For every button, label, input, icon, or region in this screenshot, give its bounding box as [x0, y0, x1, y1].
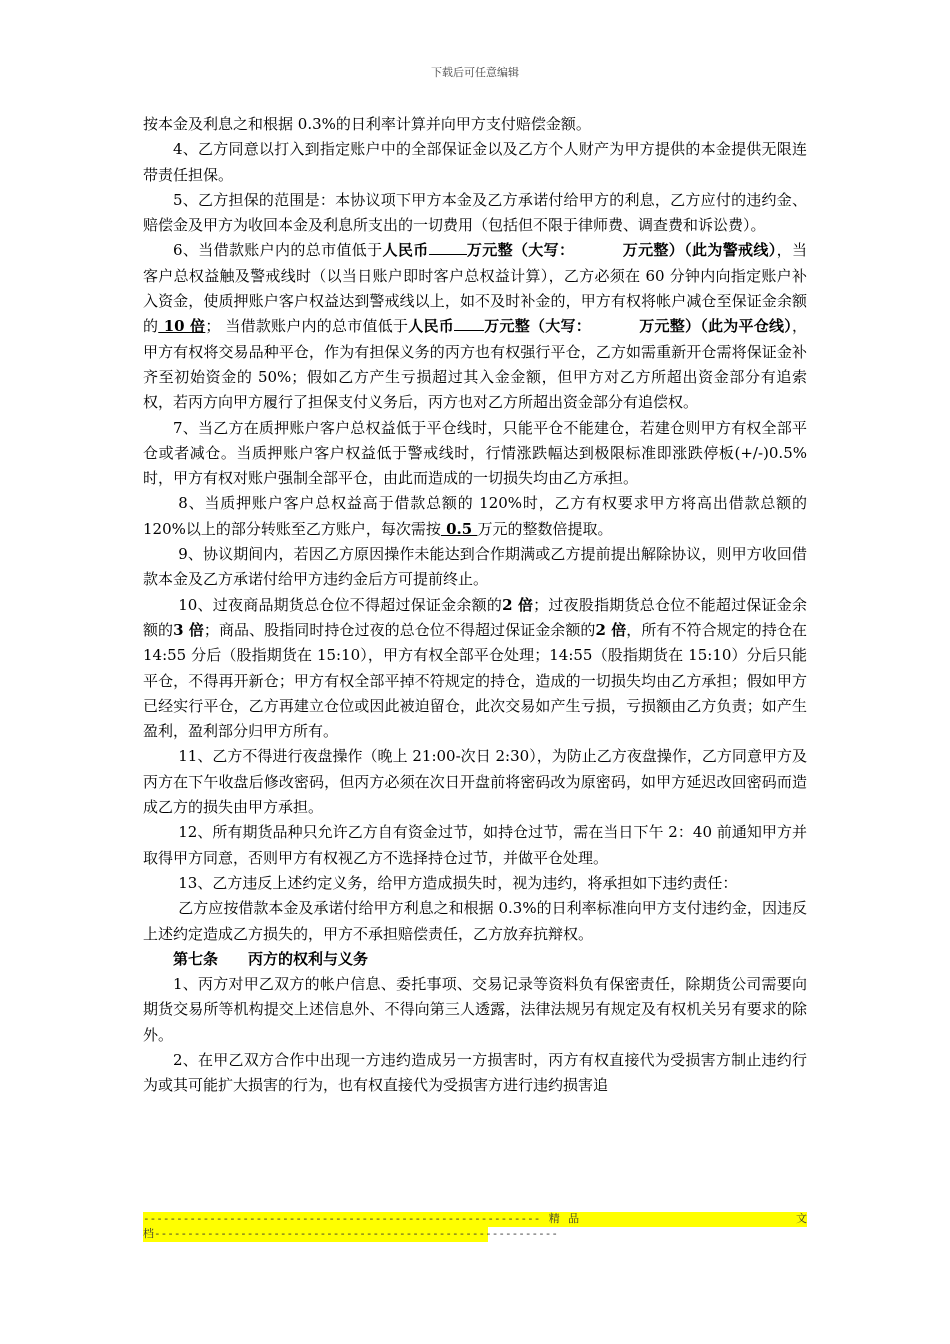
warning-currency: 人民币 [382, 241, 429, 260]
margin-multiple: 10 倍 [158, 317, 206, 336]
footer-line-1 [143, 1212, 807, 1227]
clause-4: 4、乙方同意以打入到指定账户中的全部保证金以及乙方个人财产为甲方提供的本金提供无限连带责任担保。 [143, 140, 807, 184]
liquidation-currency: 人民币 [408, 317, 455, 336]
clause-8-text: 8、当质押账户客户总权益高于借款总额的 120%时，乙方有权要求甲方将高出借款总额的 120%以上的部分转账至乙方账户，每次需按 [143, 494, 807, 538]
liquidation-line-label: 万元整）（此为平仓线） [639, 317, 792, 336]
liquidation-amount-blank [454, 330, 484, 331]
warning-line-label: 万元整）（此为警戒线） [622, 241, 777, 260]
clause-10 [143, 593, 807, 745]
page-footer [143, 1212, 807, 1242]
clause-11: 11、乙方不得进行夜盘操作（晚上 21:00-次日 2:30），为防止乙方夜盘操作，乙方同意甲方及丙方在下午收盘后修改密码，但丙方必须在次日开盘前将密码改为原密码，如甲方延迟改回密码而造成乙方的损失由甲方承担。 [143, 747, 807, 817]
footer-char: 精 [548, 1212, 560, 1225]
commodity-multiple: 2 倍 [502, 595, 534, 614]
page-header: 下载后可任意编辑 [431, 66, 519, 79]
withdraw-unit: 0.5 [440, 519, 478, 538]
clause-12: 12、所有期货品种只允许乙方自有资金过节，如持仓过节，需在当日下午 2：40 前通知甲方并取得甲方同意，否则甲方有权视乙方不选择持仓过节，并做平仓处理。 [143, 823, 807, 867]
warning-amount-blank [429, 254, 467, 255]
clause-8 [143, 491, 807, 542]
clause-10-text-4: ，所有不符合规定的持仓在 14:55 分后（股指期货在 15:10），甲方有权全部平仓处理；14:55（股指期货在 15:10）分后只能平仓，不得再开新仓；甲方有权全部平掉不符规定的持仓，造成的一切损失均由乙方承担；假如甲方已经实行平仓，乙方再建立仓位或因此被迫留仓，此次交易如产生亏损，亏损额由乙方负责；如产生盈利，盈利部分归甲方所有。 [143, 620, 807, 741]
warning-amount-label: 万元整（大写： [466, 241, 575, 260]
section-7-clause-1: 1、丙方对甲乙双方的帐户信息、委托事项、交易记录等资料负有保密责任，除期货公司需要向期货交易所等机构提交上述信息外、不得向第三人透露，法律法规另有规定及有权机关另有要求的除外。 [143, 975, 807, 1044]
section-number: 第七条 [173, 949, 219, 968]
section-7-clause-2: 2、在甲乙双方合作中出现一方违约造成另一方损害时，丙方有权直接代为受损害方制止违约行为或其可能扩大损害的行为，也有权直接代为受损害方进行违约损害追 [143, 1050, 807, 1095]
clause-5: 5、乙方担保的范围是：本协议项下甲方本金及乙方承诺付给甲方的利息，乙方应付的违约金、赔偿金及甲方为收回本金及利息所支出的一切费用（包括但不限于律师费、调查费和诉讼费）。 [143, 190, 807, 235]
clause-9: 9、协议期间内，若因乙方原因操作未能达到合作期满或乙方提前提出解除协议，则甲方收回借款本金及乙方承诺付给甲方违约金后方可提前终止。 [143, 545, 807, 589]
clause-6 [143, 238, 807, 415]
footer-char: 品 [568, 1212, 580, 1225]
clause-13-detail: 乙方应按借款本金及承诺付给甲方利息之和根据 0.3%的日利率标准向甲方支付违约金，因违反上述约定造成乙方损失的，甲方不承担赔偿责任，乙方放弃抗辩权。 [143, 899, 807, 943]
footer-char: 文 [795, 1212, 807, 1225]
clause-10-text-3: ；商品、股指同时持仓过夜的总仓位不得超过保证金余额的 [203, 620, 596, 639]
footer-char: 档 [143, 1227, 154, 1240]
clause-7: 7、当乙方在质押账户客户总权益低于平仓线时，只能平仓不能建仓，若建仓则甲方有权全部平仓或者减仓。当质押账户客户权益低于警戒线时，行情涨跌幅达到极限标准即涨跌停板(+/-)0.5%时，甲方有权对账户强制全部平仓，由此而造成的一切损失均由乙方承担。 [143, 418, 807, 488]
combined-multiple: 2 倍 [595, 620, 627, 639]
clause-6-body-3: ，甲方有权将交易品种平仓，作为有担保义务的丙方也有权强行平仓，乙方如需重新开仓需将保证金补齐至初始资金的 50%；假如乙方产生亏损超过其入金金额，但甲方对乙方所超出资金部分有追索权，若丙方向甲方履行了担保支付义务后，丙方也对乙方所超出资金部分有追偿权。 [143, 317, 807, 412]
footer-dashes: ------------------------------------------------------------ [143, 1212, 541, 1225]
clause-6-text: 6、当借款账户内的总市值低于 [173, 241, 383, 260]
clause-10-text-2: ；过夜股指期货总仓位不能超过保证金余额的 [143, 595, 807, 639]
clause-13: 13、乙方违反上述约定义务，给甲方造成损失时，视为违约，将承担如下违约责任： [178, 873, 738, 892]
footer-line-2 [143, 1227, 558, 1242]
clause-10-text: 10、过夜商品期货总仓位不得超过保证金余额的 [178, 595, 503, 614]
liquidation-amount-label: 万元整（大写： [484, 317, 591, 336]
document-body [143, 112, 807, 1099]
clause-6-body: ，当客户总权益触及警戒线时（以当日账户即时客户总权益计算），乙方必须在 60 分钟内向指定账户补入资金，使质押账户客户权益达到警戒线以上，如不及时补金的，甲方有权将帐户减仓至保证金余额的 [143, 241, 807, 336]
section-title: 丙方的权利与义务 [248, 949, 369, 968]
clause-6-body-2: ； 当借款账户内的总市值低于 [205, 317, 409, 336]
index-multiple: 3 倍 [173, 620, 204, 639]
clause-8-text-2: 万元的整数倍提取。 [477, 519, 613, 538]
section-heading [143, 947, 807, 972]
footer-dashes: ------------------------------------------------------------- [154, 1227, 558, 1240]
paragraph: 按本金及利息之和根据 0.3%的日利率计算并向甲方支付赔偿金额。 [143, 115, 591, 133]
